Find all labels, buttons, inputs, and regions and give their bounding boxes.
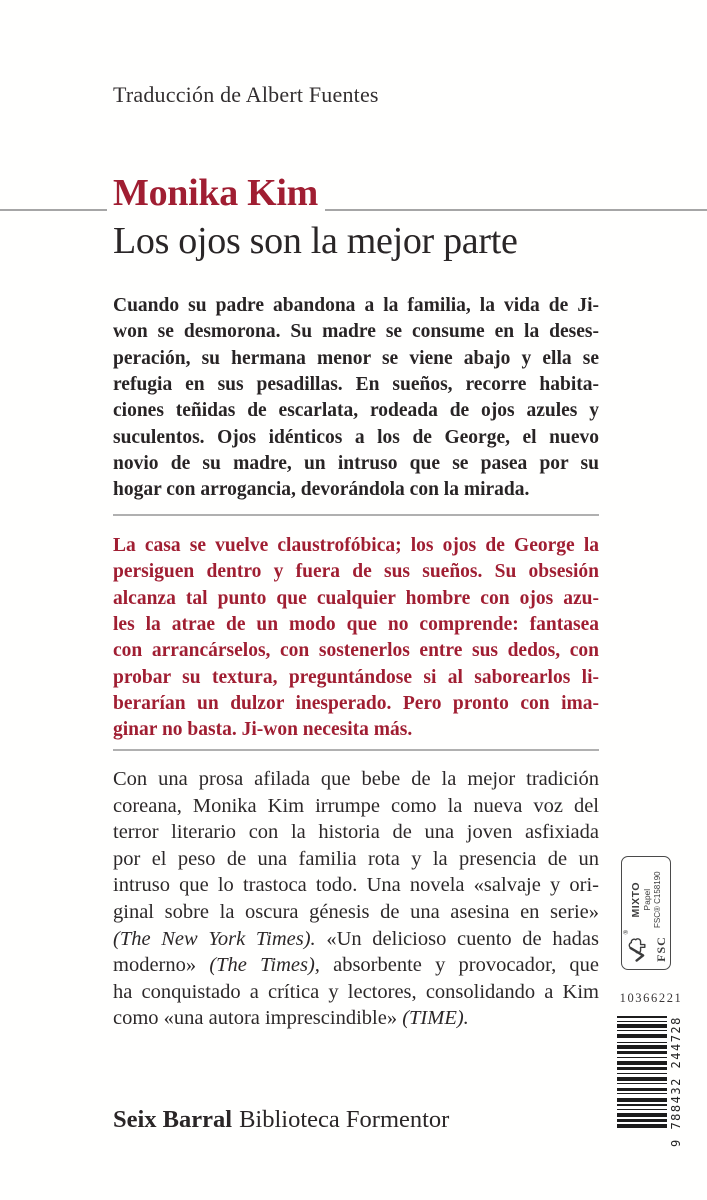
fsc-logo-block [623, 930, 668, 963]
fsc-text-block [631, 871, 662, 928]
text-line: suculentos. Ojos idénticos a los de George, el nuevo [113, 426, 599, 448]
text-line: terror literario con la historia de una joven asfixiada [113, 821, 599, 844]
text-line: con arrancárselos, con sostenerlos entre sus dedos, con [113, 640, 599, 662]
publisher-name: Seix Barral [113, 1106, 233, 1133]
text-line: probar su textura, preguntándose si al saborearlos li- [113, 666, 599, 688]
barcode-digits: 9 788432 244728 [669, 1016, 683, 1147]
section-rule-top [113, 514, 599, 516]
translator-credit: Traducción de Albert Fuentes [113, 82, 379, 107]
fsc-tree-check-icon [626, 935, 650, 963]
text-line: Con una prosa afilada que bebe de la mejor tradición [113, 768, 599, 790]
publisher-imprint [113, 1105, 449, 1135]
fsc-license-code: FSC® C158190 [652, 871, 662, 928]
text-line: refugia en sus pesadillas. En sueños, recorre habita- [113, 374, 599, 396]
text-line: por el peso de una familia rota y la presencia de un [113, 847, 599, 870]
text-line: berarían un dulzor inesperado. Pero pronto con ima- [113, 693, 599, 715]
text-line: novio de su madre, un intruso que se pasea por su [113, 453, 599, 475]
fsc-label-material: Papel [642, 888, 652, 911]
review-paragraph [113, 766, 599, 1032]
text-line: como «una autora imprescindible» (TIME). [113, 1007, 469, 1030]
fsc-wordmark: FSC [653, 936, 668, 962]
fsc-certification-label [621, 856, 671, 970]
text-line: (The New York Times). «Un delicioso cuento de hadas [113, 927, 599, 950]
section-rule-bottom [113, 749, 599, 751]
text-line: persiguen dentro y fuera de sus sueños. Su obsesión [113, 561, 599, 583]
fsc-tree-row [623, 930, 654, 963]
barcode-bars [617, 1016, 667, 1128]
registered-trademark-symbol: ® [623, 930, 630, 935]
text-line: won se desmorona. Su madre se consume en la deses- [113, 321, 599, 343]
fsc-label-body [621, 856, 671, 970]
product-code: 10366221 [619, 991, 683, 1005]
text-line: intruso que lo trastoca todo. Una novela «salvaje y ori- [113, 874, 599, 897]
text-line: ginar no basta. Ji-won necesita más. [113, 719, 413, 741]
text-line: Cuando su padre abandona a la familia, la vida de Ji- [113, 295, 599, 316]
text-line: peración, su hermana menor se viene abajo y ella se [113, 347, 599, 369]
text-line: ciones teñidas de escarlata, rodeada de ojos azules y [113, 400, 599, 422]
text-line: moderno» (The Times), absorbente y provocador, que [113, 954, 599, 977]
collection-name: Biblioteca Formentor [239, 1106, 450, 1133]
text-line: alcanza tal punto que cualquier hombre con ojos azu- [113, 587, 599, 609]
ean-barcode [617, 1016, 685, 1147]
book-title: Los ojos son la mejor parte [113, 220, 518, 262]
text-line: ginal sobre la oscura génesis de una asesina en serie» [113, 900, 599, 923]
text-line: hogar con arrogancia, devorándola con la mirada. [113, 479, 530, 501]
author-name: Monika Kim [107, 174, 325, 213]
text-line: les la atrae de un modo que no comprende: fantasea [113, 614, 599, 636]
highlight-paragraph [113, 533, 599, 744]
text-line: La casa se vuelve claustrofóbica; los ojos de George la [113, 535, 599, 556]
text-line: coreana, Monika Kim irrumpe como la nueva voz del [113, 794, 599, 817]
text-line: ha conquistado a crítica y lectores, consolidando a Kim [113, 980, 599, 1003]
synopsis-paragraph [113, 293, 599, 504]
fsc-label-type: MIXTO [629, 881, 642, 918]
